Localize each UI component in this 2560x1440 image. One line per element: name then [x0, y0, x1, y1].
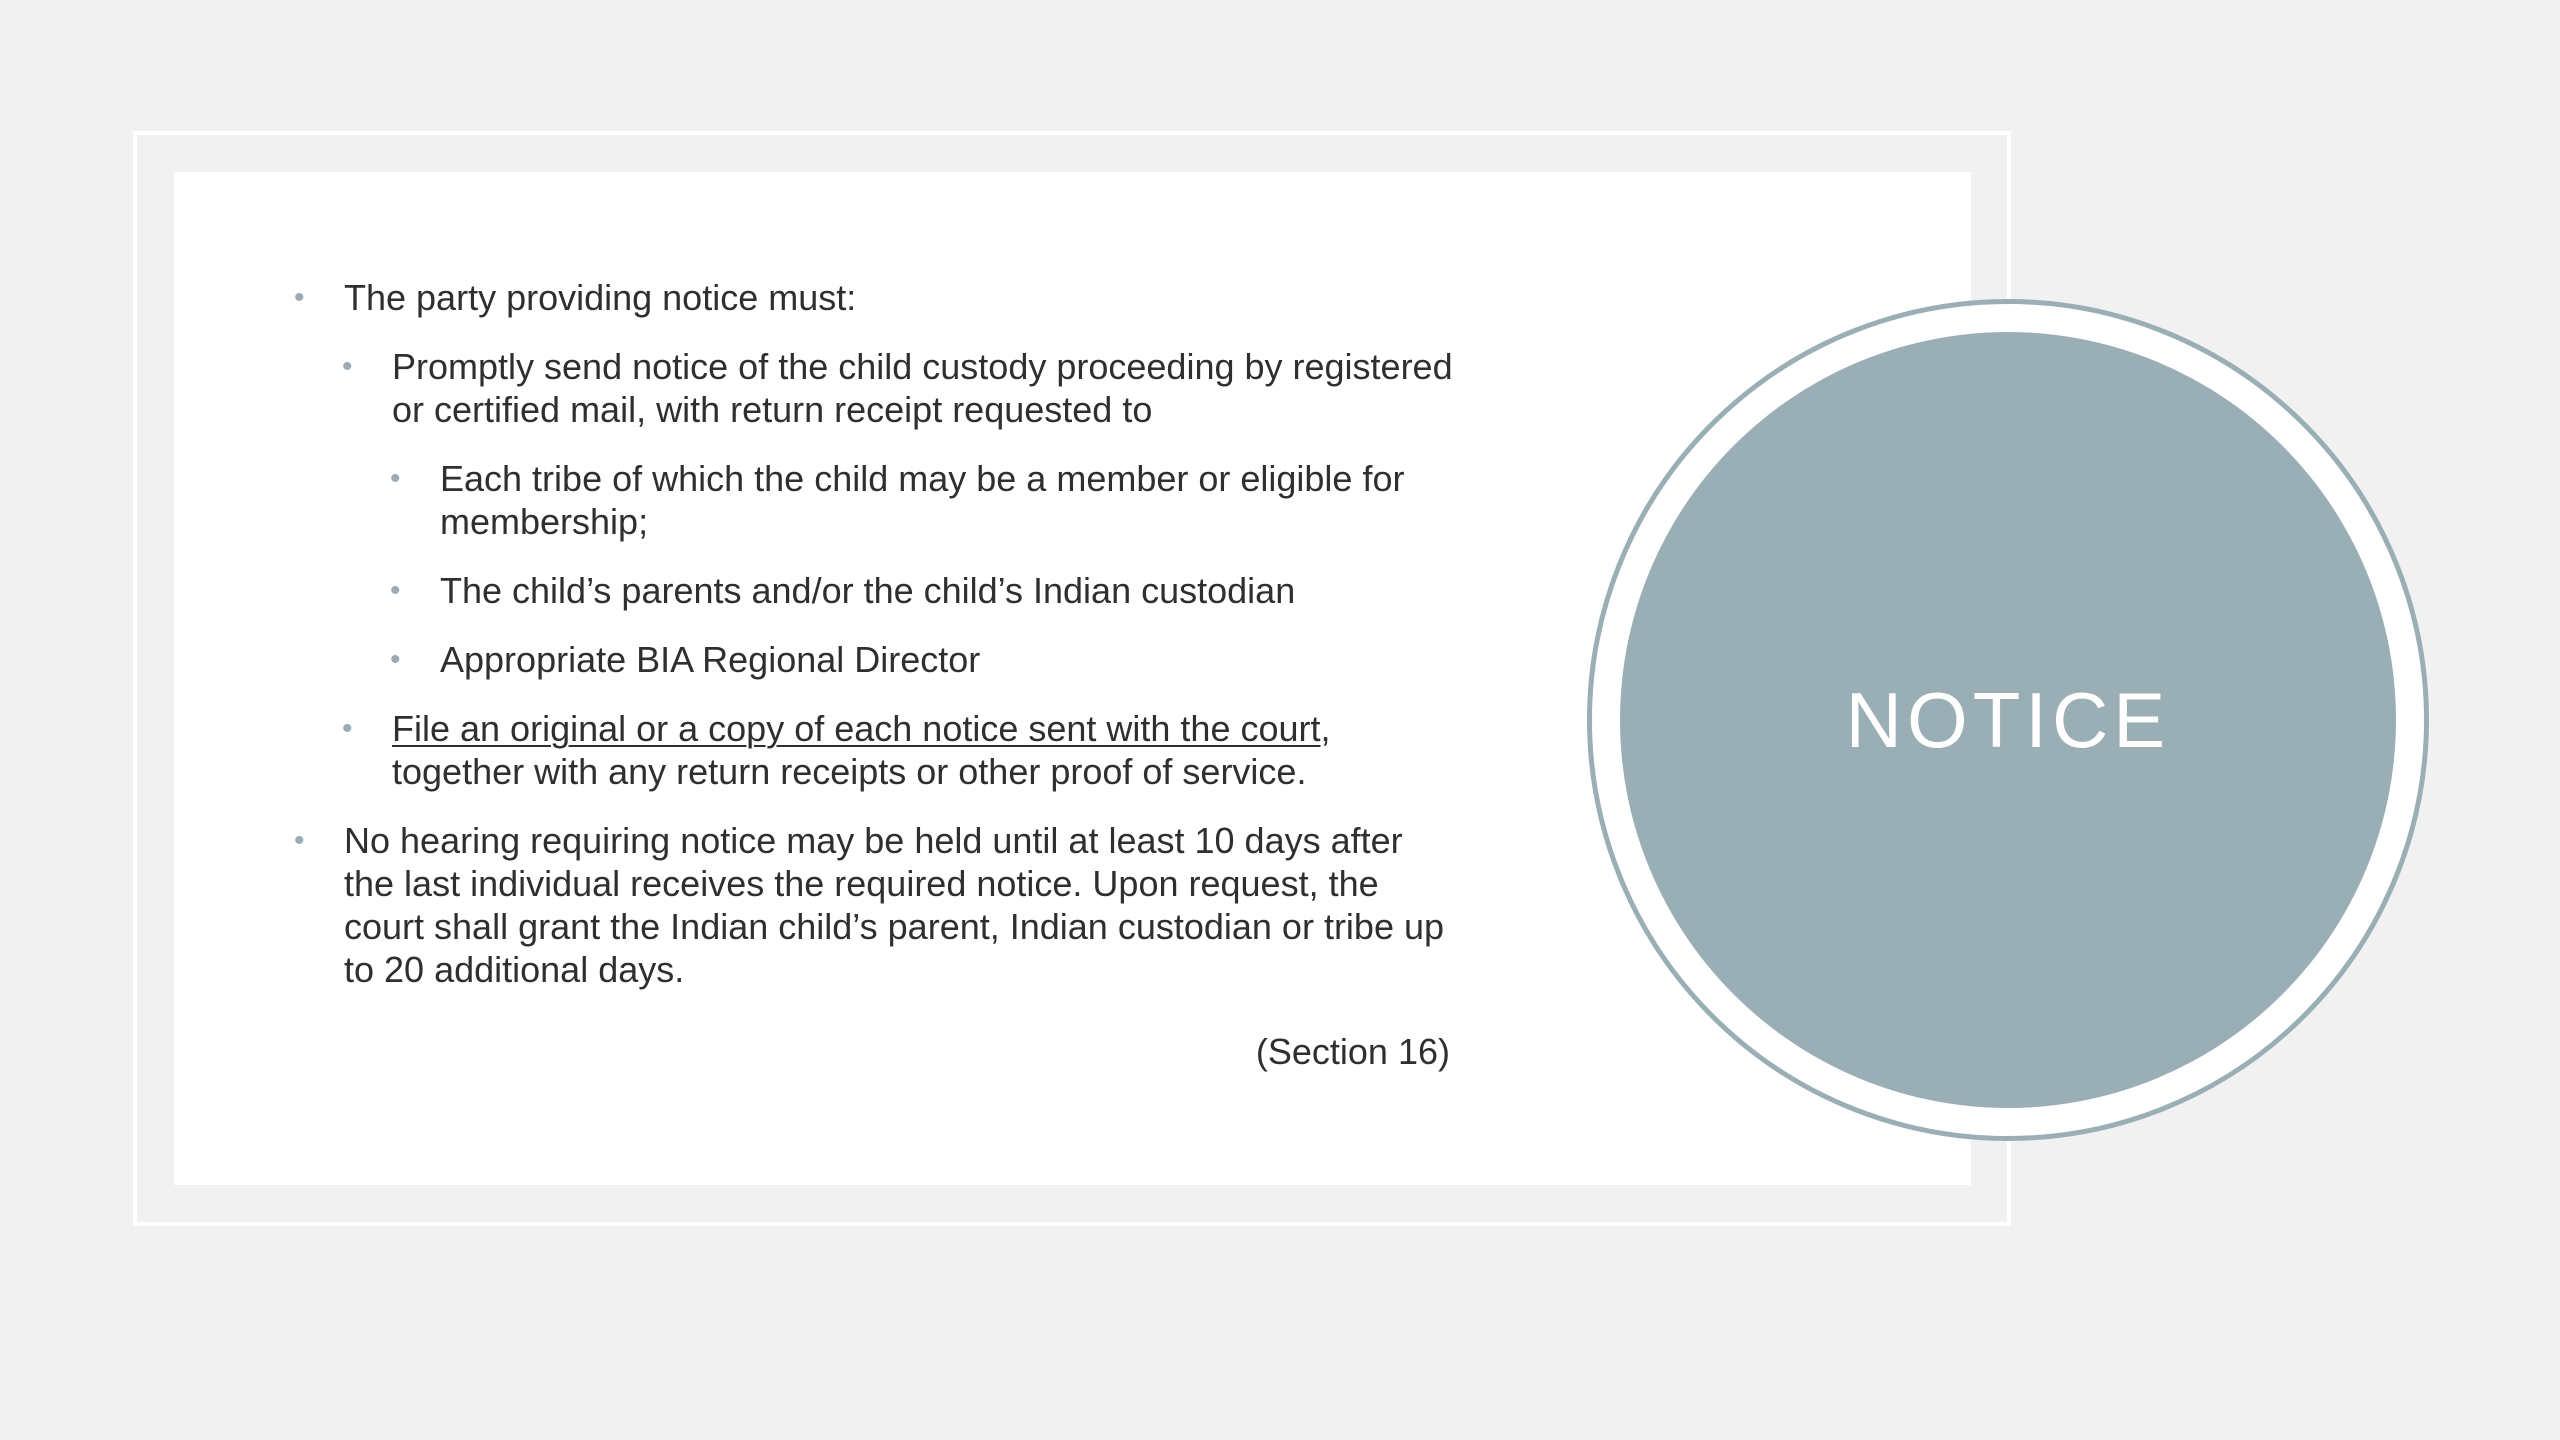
- bullet-text: Each tribe of which the child may be a member or eligible for membership;: [440, 458, 1405, 542]
- bullet-no-hearing: [290, 819, 1460, 991]
- bullet-party-notice: [290, 276, 1460, 319]
- underlined-text: File an original or a copy of each notice sent with the court: [392, 708, 1321, 749]
- title-circle: [1620, 332, 2396, 1108]
- bullet-list: [290, 276, 1460, 1017]
- bullet-file-original: [290, 707, 1460, 793]
- bullet-text: The party providing notice must:: [344, 277, 857, 318]
- bullet-each-tribe: [290, 457, 1460, 543]
- slide-title: NOTICE: [1845, 675, 2171, 764]
- bullet-text: Appropriate BIA Regional Director: [440, 639, 981, 680]
- bullet-promptly-send: [290, 345, 1460, 431]
- section-citation: (Section 16): [1255, 1031, 1450, 1072]
- bullet-bia-director: [290, 638, 1460, 681]
- bullet-parents-custodian: [290, 569, 1460, 612]
- bullet-text: Promptly send notice of the child custody proceeding by registered or certified mail, with return receipt requested to: [392, 346, 1453, 430]
- bullet-text: No hearing requiring notice may be held until at least 10 days after the last individual receives the required notice. Upon request, the court shall grant the Indian child’s parent, Indian custodian or tribe up to 20 additional days.: [344, 820, 1445, 990]
- bullet-text: , together with any return receipts or other proof of service.: [392, 708, 1331, 792]
- bullet-text: The child’s parents and/or the child’s Indian custodian: [440, 570, 1296, 611]
